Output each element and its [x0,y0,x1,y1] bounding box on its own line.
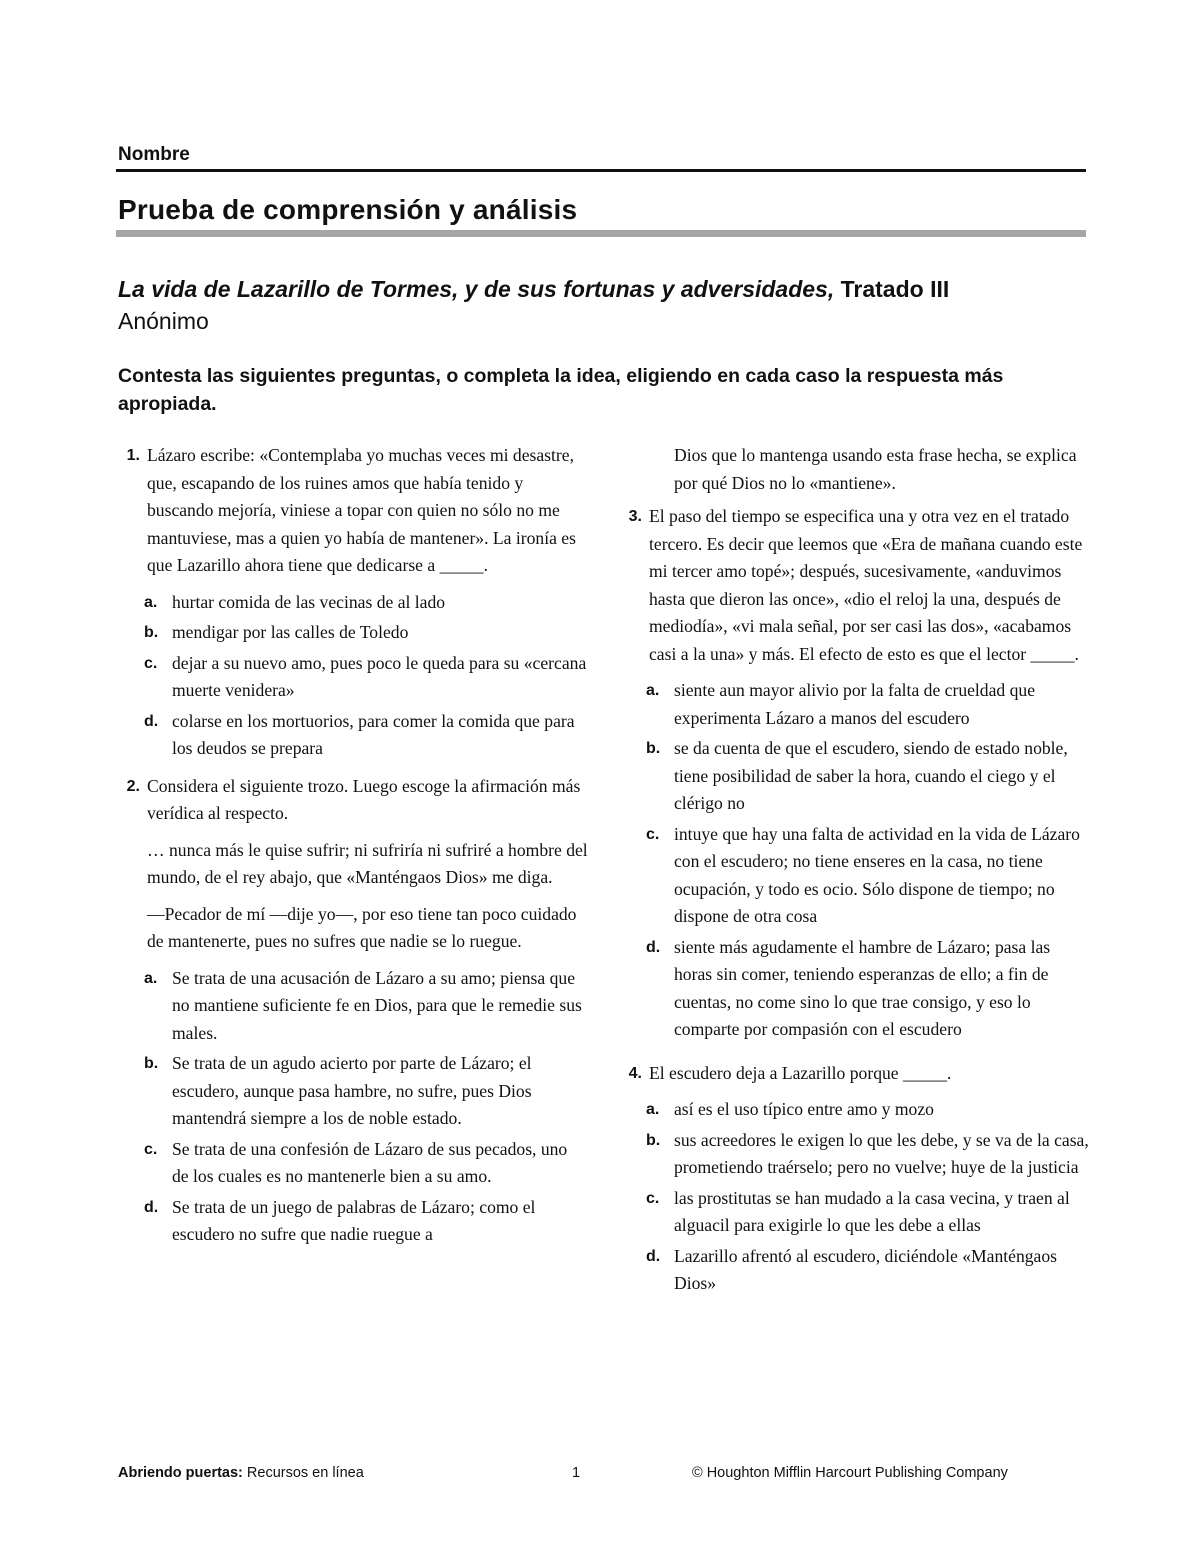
work-section: Tratado III [834,276,950,302]
excerpt-paragraph-2: —Pecador de mí —dije yo—, por eso tiene tan poco cuidado de mantenerte, pues no sufres que nadie se lo ruegue. [147,903,577,951]
question-4 [620,1060,1090,1088]
name-label: Nombre [118,144,190,165]
option-b[interactable] [620,735,1090,818]
page-number: 1 [572,1465,581,1481]
option-letter: a. [646,1101,660,1118]
option-letter: d. [144,1198,159,1216]
question-text: Lázaro escribe: «Contemplaba yo muchas veces mi desastre, que, escapando de los ruines amos que había tenido y buscando mejoría, viniese a topar con quien no sólo no me mantuviese, mas a quien yo había de mantener». La ironía es que Lazarillo ahora tiene que dedicarse a _____. [147,445,576,575]
option-letter: b. [144,624,159,641]
name-underline [116,169,1086,172]
option-letter: c. [646,1189,660,1207]
footer-copyright: © Houghton Mifflin Harcourt Publishing Company [692,1465,1008,1481]
left-column [118,442,588,1259]
option-letter: b. [144,1055,159,1072]
option-a[interactable] [118,965,588,1048]
option-a[interactable] [118,589,588,617]
option-d[interactable] [118,708,588,763]
footer-book-name: Abriendo puertas: [118,1465,243,1481]
question-number: 4. [628,1064,642,1082]
work-author: Anónimo [118,308,209,334]
option-letter: d. [646,1247,661,1265]
option-letter: a. [144,593,158,611]
option-text: Se trata de una acusación de Lázaro a su amo; piensa que no mantiene suficiente fe en Dios, para que le remedie sus males. [172,967,582,1043]
option-letter: b. [646,1131,661,1149]
option-c[interactable] [118,650,588,705]
question-number: 1. [126,447,140,464]
option-text: así es el uso típico entre amo y mozo [674,1099,934,1119]
question-3-options [620,677,1090,1044]
option-letter: d. [646,938,661,956]
option-a[interactable] [620,1096,1090,1124]
option-text: las prostitutas se han mudado a la casa vecina, y traen al alguacil para exigirle lo que les debe a ellas [674,1187,1070,1235]
option-text: Se trata de un agudo acierto por parte de Lázaro; el escudero, aunque pasa hambre, no sufre, pues Dios mantendrá siempre a los de noble estado. [172,1053,532,1128]
option-text: sus acreedores le exigen lo que les debe, y se va de la casa, prometiendo traérselo; pero no vuelve; huye de la justicia [674,1129,1089,1177]
question-2-options [118,965,588,1249]
option-d-continued: Dios que lo mantenga usando esta frase hecha, se explica por qué Dios no lo «mantiene». [674,445,1077,493]
excerpt-paragraph-1: … nunca más le quise sufrir; ni sufriría ni sufriré a hombre del mundo, de el rey abajo, que «Manténgaos Dios» me diga. [147,839,588,887]
instructions: Contesta las siguientes preguntas, o completa la idea, eligiendo en cada caso la respuesta más apropiada. [118,365,1004,415]
option-letter: a. [144,969,158,987]
option-text: siente más agudamente el hambre de Lázaro; pasa las horas sin comer, teniendo esperanzas de ello; a fin de cuentas, no come sino lo que trae consigo, y eso lo comparte por compasión con el escudero [674,936,1051,1039]
option-c[interactable] [620,821,1090,931]
question-1-options [118,589,588,763]
footer-book-title [118,1465,364,1481]
title-divider [116,230,1086,237]
question-text: Considera el siguiente trozo. Luego escoge la afirmación más verídica al respecto. [147,775,581,823]
question-3 [620,503,1090,668]
option-text: dejar a su nuevo amo, pues poco le queda para su «cercana muerte venidera» [172,652,587,700]
option-text: mendigar por las calles de Toledo [172,622,409,642]
option-d[interactable] [620,934,1090,1044]
option-text: hurtar comida de las vecinas de al lado [172,591,446,612]
option-b[interactable] [118,619,588,647]
option-d[interactable] [118,1194,588,1249]
option-text: Se trata de un juego de palabras de Lázaro; como el escudero no sufre que nadie ruegue a [172,1196,536,1244]
question-text: El paso del tiempo se especifica una y otra vez en el tratado tercero. Es decir que leemos que «Era de mañana cuando este mi tercer amo topé»; después, sucesivamente, «anduvimos hasta que dieron las once», «dio el reloj la una, después de mediodía», «vi mala señal, por ser casi las dos», «acabamos casi a la una» y más. El efecto de esto es que el lector _____. [649,506,1083,664]
option-text: siente aun mayor alivio por la falta de crueldad que experimenta Lázaro a manos del escudero [674,680,1036,728]
option-text: Lazarillo afrentó al escudero, diciéndole «Manténgaos Dios» [674,1245,1057,1293]
question-2 [118,773,588,828]
option-text: intuye que hay una falta de actividad en la vida de Lázaro con el escudero; no tiene enseres en la casa, no tiene ocupación, y todo es ocio. Sólo dispone de tiempo; no dispone de otra cosa [674,823,1080,926]
option-text: colarse en los mortuorios, para comer la comida que para los deudos se prepara [172,710,575,758]
option-c[interactable] [118,1136,588,1191]
option-c[interactable] [620,1185,1090,1240]
option-letter: c. [144,654,158,672]
option-letter: c. [144,1140,158,1158]
work-title: La vida de Lazarillo de Tormes, y de sus fortunas y adversidades, [118,276,835,302]
option-a[interactable] [620,677,1090,732]
question-text: El escudero deja a Lazarillo porque _____. [649,1062,952,1083]
work-title-line [118,276,949,303]
question-number: 2. [126,777,140,795]
option-letter: b. [646,740,661,757]
question-1 [118,442,588,580]
option-letter: a. [646,682,660,699]
option-letter: d. [144,712,159,730]
option-d[interactable] [620,1243,1090,1298]
option-b[interactable] [620,1127,1090,1182]
option-text: se da cuenta de que el escudero, siendo de estado noble, tiene posibilidad de saber la hora, cuando el ciego y el clérigo no [674,738,1068,813]
right-column [620,442,1090,1308]
page-title: Prueba de comprensión y análisis [118,194,578,225]
question-4-options [620,1096,1090,1298]
footer-book-subtitle: Recursos en línea [242,1465,364,1481]
question-number: 3. [628,508,642,525]
option-b[interactable] [118,1050,588,1133]
option-letter: c. [646,825,660,843]
option-text: Se trata de una confesión de Lázaro de sus pecados, uno de los cuales es no mantenerle bien a su amo. [172,1138,568,1186]
